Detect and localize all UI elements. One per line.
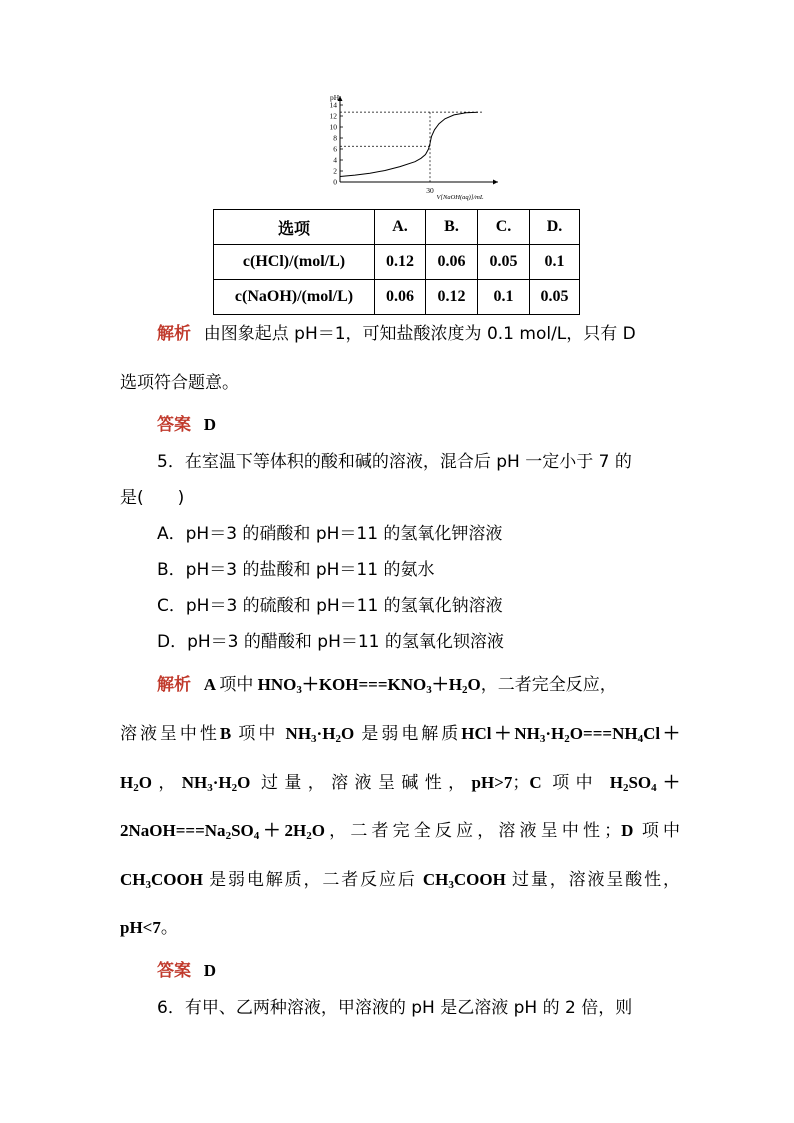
- answer-tag: 答案: [157, 961, 191, 981]
- table-row: [214, 280, 580, 315]
- table-cell: 0.05: [530, 280, 580, 315]
- q5-stem-line-1: [157, 451, 717, 473]
- y-tick-label: 0: [333, 177, 337, 187]
- titration-chart: [318, 92, 498, 204]
- q5-analysis-line-2: 溶液呈中性B 项中 $NH_3\cdot H_2O$ 是弱电解质$HCl+NH_3\cdot H_2O===NH_4Cl+$: [120, 724, 681, 745]
- answer-tag: 答案: [157, 415, 191, 435]
- y-tick-label: 14: [329, 100, 337, 110]
- table-cell: c(HCl)/(mol/L): [214, 245, 375, 280]
- y-tick-label: 2: [333, 166, 337, 176]
- q6-stem-line-1: [157, 997, 717, 1019]
- options-table: [213, 209, 580, 315]
- analysis-tag: 解析: [157, 324, 191, 344]
- q5-option-a: [157, 523, 717, 545]
- y-tick-label: 6: [333, 144, 337, 154]
- titration-curve: [340, 112, 478, 176]
- titration-chart-svg: [318, 92, 498, 204]
- q5-option-c-text: C．pH＝3 的硫酸和 pH＝11 的氢氧化钠溶液: [157, 596, 503, 616]
- x-tick-label: 30: [426, 186, 434, 195]
- table-header-cell: C.: [478, 210, 530, 245]
- table-header-cell: 选项: [214, 210, 375, 245]
- q5-stem-text-1: 5．在室温下等体积的酸和碱的溶液，混合后 pH 一定小于 7 的: [157, 452, 632, 472]
- q4-answer: D: [203, 415, 217, 434]
- q5-analysis-line-4: $2NaOH===Na_2SO_4+2H_2O$，二者完全反应，溶液呈中性；D 项中: [120, 821, 680, 842]
- q5-option-c: [157, 595, 717, 617]
- y-tick-label: 4: [333, 155, 337, 165]
- y-tick-label: 10: [329, 122, 337, 132]
- table-row: [214, 245, 580, 280]
- table-cell: 0.1: [530, 245, 580, 280]
- q5-stem-line-2: [120, 487, 680, 509]
- q5-option-d: [157, 631, 717, 653]
- q5-answer-line: [157, 960, 717, 982]
- y-axis-label: pH: [330, 93, 340, 102]
- q4-analysis-line-2: [120, 372, 680, 394]
- table-header-cell: A.: [375, 210, 426, 245]
- q5-option-d-text: D．pH＝3 的醋酸和 pH＝11 的氢氧化钡溶液: [157, 632, 504, 652]
- q4-analysis-line-1: [157, 323, 717, 345]
- q4-analysis-text-1: 由图象起点 pH＝1，可知盐酸浓度为 0.1 mol/L，只有 D: [203, 324, 636, 344]
- table-cell: 0.06: [375, 280, 426, 315]
- table-header-row: [214, 210, 580, 245]
- q5-analysis-line-1: 解析 A 项中 $HNO_3+KOH===KNO_3+H_2O$，二者完全反应，: [157, 675, 617, 696]
- table-header-cell: B.: [426, 210, 478, 245]
- table-cell: 0.12: [375, 245, 426, 280]
- y-tick-label: 12: [329, 111, 337, 121]
- q5-option-a-text: A．pH＝3 的硝酸和 pH＝11 的氢氧化钾溶液: [157, 524, 503, 544]
- q5-analysis-line-3: $H_2O$，$NH_3\cdot H_2O$ 过量，溶液呈碱性，pH>7；C 项中 $H_2SO_4+$: [120, 773, 681, 794]
- table-cell: c(NaOH)/(mol/L): [214, 280, 375, 315]
- q6-stem-text-1: 6．有甲、乙两种溶液，甲溶液的 pH 是乙溶液 pH 的 2 倍，则: [157, 998, 633, 1018]
- table-cell: 0.1: [478, 280, 530, 315]
- q5-stem-text-2: 是( ): [120, 488, 185, 508]
- q5-answer: D: [203, 961, 217, 980]
- q5-analysis-line-5: $CH_3COOH$ 是弱电解质，二者反应后 $CH_3COOH$ 过量，溶液呈酸性，: [120, 870, 681, 891]
- table-header-cell: D.: [530, 210, 580, 245]
- q5-option-b: [157, 559, 717, 581]
- x-axis-arrow: [493, 180, 498, 185]
- y-tick-label: 8: [333, 133, 337, 143]
- q4-answer-line: [157, 414, 717, 436]
- table-cell: 0.05: [478, 245, 530, 280]
- table-cell: 0.12: [426, 280, 478, 315]
- q5-option-b-text: B．pH＝3 的盐酸和 pH＝11 的氨水: [157, 560, 435, 580]
- analysis-tag: 解析: [157, 675, 191, 695]
- table-cell: 0.06: [426, 245, 478, 280]
- q5-analysis-line-6: pH<7。: [120, 918, 178, 938]
- q4-analysis-text-2: 选项符合题意。: [120, 373, 239, 393]
- x-axis-label: V[NaOH(aq)]/mL: [436, 194, 484, 201]
